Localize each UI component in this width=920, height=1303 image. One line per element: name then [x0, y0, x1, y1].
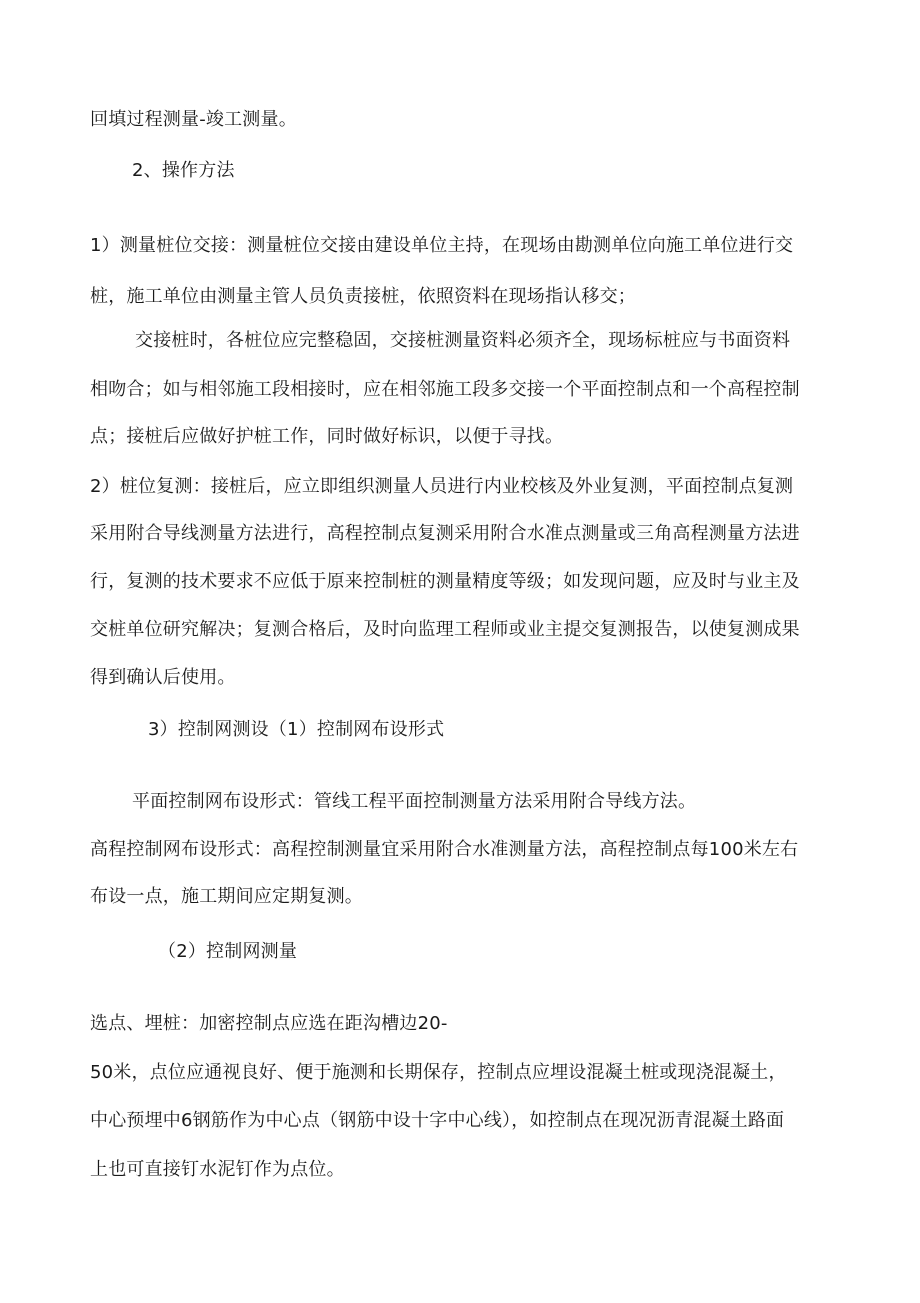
- text-line-10: 行，复测的技术要求不应低于原来控制桩的测量精度等级；如发现问题，应及时与业主及: [90, 571, 800, 592]
- text-line-7: 点；接桩后应做好护桩工作，同时做好标识，以便于寻找。: [90, 426, 564, 447]
- section-heading-control-network: 3）控制网测设（1）控制网布设形式: [148, 719, 445, 740]
- text-line-8: 2）桩位复测：接桩后，应立即组织测量人员进行内业校核及外业复测，平面控制点复测: [90, 476, 794, 497]
- text-line-6: 相吻合；如与相邻施工段相接时，应在相邻施工段多交接一个平面控制点和一个高程控制: [90, 379, 800, 400]
- text-line-20: 中心预埋中6钢筋作为中心点（钢筋中设十字中心线），如控制点在现况沥青混凝土路面: [90, 1110, 785, 1131]
- text-line-4: 桩，施工单位由测量主管人员负责接桩，依照资料在现场指认移交；: [90, 286, 636, 307]
- text-line-16: 布设一点，施工期间应定期复测。: [90, 886, 363, 907]
- section-heading-control-network-survey: （2）控制网测量: [158, 941, 298, 962]
- text-line-15: 高程控制网布设形式：高程控制测量宜采用附合水准测量方法，高程控制点每100米左右: [90, 839, 799, 860]
- text-line-14: 平面控制网布设形式：管线工程平面控制测量方法采用附合导线方法。: [132, 791, 697, 812]
- text-line-5: 交接桩时，各桩位应完整稳固，交接桩测量资料必须齐全，现场标桩应与书面资料: [135, 330, 791, 351]
- text-line-19: 50米，点位应通视良好、便于施测和长期保存，控制点应埋设混凝土桩或现浇混凝土，: [90, 1062, 787, 1083]
- text-line-11: 交桩单位研究解决；复测合格后，及时向监理工程师或业主提交复测报告，以使复测成果: [90, 619, 800, 640]
- text-line-3: 1）测量桩位交接：测量桩位交接由建设单位主持，在现场由勘测单位向施工单位进行交: [90, 235, 794, 256]
- text-line-12: 得到确认后使用。: [90, 667, 236, 688]
- text-line-18: 选点、埋桩：加密控制点应选在距沟槽边20-: [90, 1013, 448, 1034]
- text-line-9: 采用附合导线测量方法进行，高程控制点复测采用附合水准点测量或三角高程测量方法进: [90, 523, 800, 544]
- section-heading-operation-method: 2、操作方法: [132, 160, 235, 181]
- text-line-21: 上也可直接钉水泥钉作为点位。: [90, 1159, 345, 1180]
- text-line-1: 回填过程测量-竣工测量。: [90, 109, 297, 130]
